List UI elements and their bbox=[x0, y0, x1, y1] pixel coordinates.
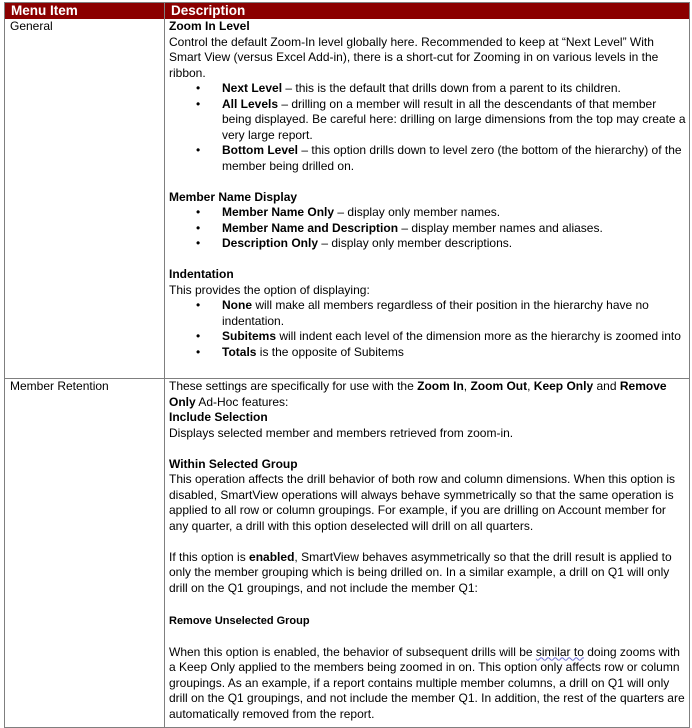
retention-intro: These settings are specifically for use with the Zoom In, Zoom Out, Keep Only and Remove Only Ad-Hoc features: bbox=[169, 379, 667, 409]
list-item bbox=[169, 97, 686, 144]
list-item-text: – this is the default that drills down from a parent to its children. bbox=[282, 81, 621, 95]
enabled-term: enabled bbox=[249, 549, 295, 564]
zoom-in-term: Zoom In bbox=[417, 379, 464, 393]
list-item-term: Member Name and Description bbox=[222, 220, 399, 235]
list-item bbox=[169, 298, 686, 329]
member-retention-label: Member Retention bbox=[10, 379, 109, 393]
list-item bbox=[169, 221, 686, 237]
list-item bbox=[169, 81, 686, 97]
member-retention-description bbox=[169, 379, 686, 722]
enabled-behavior-text: If this option is enabled, SmartView behaves asymmetrically so that the drill result is applied to only the member grouping which is being drilled on. In a similar example, a drill on Q1 will only drill on the Q1 groupings, and not include the member Q1: bbox=[169, 549, 672, 595]
remove-unselected-group-title: Remove Unselected Group bbox=[169, 614, 310, 627]
list-item bbox=[169, 205, 686, 221]
include-selection-text: Displays selected member and members retrieved from zoom-in. bbox=[169, 425, 514, 440]
list-item-term: Next Level bbox=[222, 81, 283, 95]
within-selected-group-text: This operation affects the drill behavior of both row and column dimensions. When this option is disabled, SmartView operations will always behave symmetrically so that the same operation is applied to all row or column groupings. For example, if you are drilling on Account member for any quarter, a drill with this option deselected will drill on all quarters. bbox=[169, 472, 676, 533]
list-item bbox=[169, 329, 686, 345]
table-header-row bbox=[5, 3, 689, 19]
menu-description-table bbox=[4, 2, 690, 728]
column-divider bbox=[164, 3, 165, 727]
zoom-out-term: Zoom Out bbox=[470, 379, 528, 393]
list-item-term: Totals bbox=[222, 344, 257, 359]
list-item-term: None bbox=[222, 298, 252, 312]
list-item-term: Member Name Only bbox=[222, 205, 335, 219]
list-item-text: will make all members regardless of their position in the hierarchy have no indentation. bbox=[222, 298, 649, 328]
list-item bbox=[169, 345, 686, 361]
zoom-in-level-title: Zoom In Level bbox=[169, 19, 250, 33]
list-item bbox=[169, 143, 686, 174]
general-description bbox=[169, 19, 686, 360]
list-item-text: – display member names and aliases. bbox=[398, 220, 603, 235]
indentation-title: Indentation bbox=[169, 267, 234, 281]
list-item-text: – drilling on a member will result in all the descendants of that member being displayed. Be careful here: drilling on large dimensions from the top may create a very large report. bbox=[222, 96, 686, 142]
remove-unselected-group-text: When this option is enabled, the behavior of subsequent drills will be similar to doing zooms with a Keep Only applied to the members being zoomed in on. This option only affects row or column groupings. As an example, if a report contains multiple member columns, a drill on Q1 will only drill on the Q1 groupings, and not include the member Q1. In addition, the rest of the quarters are automatically removed from the report. bbox=[169, 644, 685, 721]
list-item-text: will indent each level of the dimension more as the hierarchy is zoomed into bbox=[276, 329, 681, 343]
keep-only-term: Keep Only bbox=[533, 379, 594, 393]
list-item bbox=[169, 236, 686, 252]
description-header: Description bbox=[171, 3, 246, 18]
list-item-text: is the opposite of Subitems bbox=[256, 344, 404, 359]
menu-item-header: Menu Item bbox=[11, 3, 78, 18]
spellcheck-underlined-phrase: similar to bbox=[535, 644, 584, 659]
zoom-in-level-intro: Control the default Zoom-In level globally here. Recommended to keep at “Next Level” With Smart View (versus Excel Add-in), there is a short-cut for Zooming in on various levels in the ribbon. bbox=[169, 34, 659, 80]
member-name-display-list bbox=[169, 205, 686, 252]
list-item-term: Subitems bbox=[222, 329, 277, 343]
member-name-display-title: Member Name Display bbox=[169, 189, 298, 204]
list-item-text: – display only member descriptions. bbox=[318, 236, 513, 250]
list-item-term: Bottom Level bbox=[222, 143, 299, 157]
remove-only-term: Remove Only bbox=[169, 379, 667, 409]
general-label: General bbox=[10, 19, 53, 33]
indentation-intro: This provides the option of displaying: bbox=[169, 282, 370, 297]
list-item-term: All Levels bbox=[222, 96, 279, 111]
include-selection-title: Include Selection bbox=[169, 410, 268, 424]
indentation-list bbox=[169, 298, 686, 360]
list-item-term: Description Only bbox=[222, 236, 319, 250]
list-item-text: – display only member names. bbox=[334, 205, 501, 219]
list-item-text: – this option drills down to level zero (the bottom of the hierarchy) of the member being drilled on. bbox=[222, 143, 682, 173]
within-selected-group-title: Within Selected Group bbox=[169, 456, 298, 471]
zoom-level-list bbox=[169, 81, 686, 174]
